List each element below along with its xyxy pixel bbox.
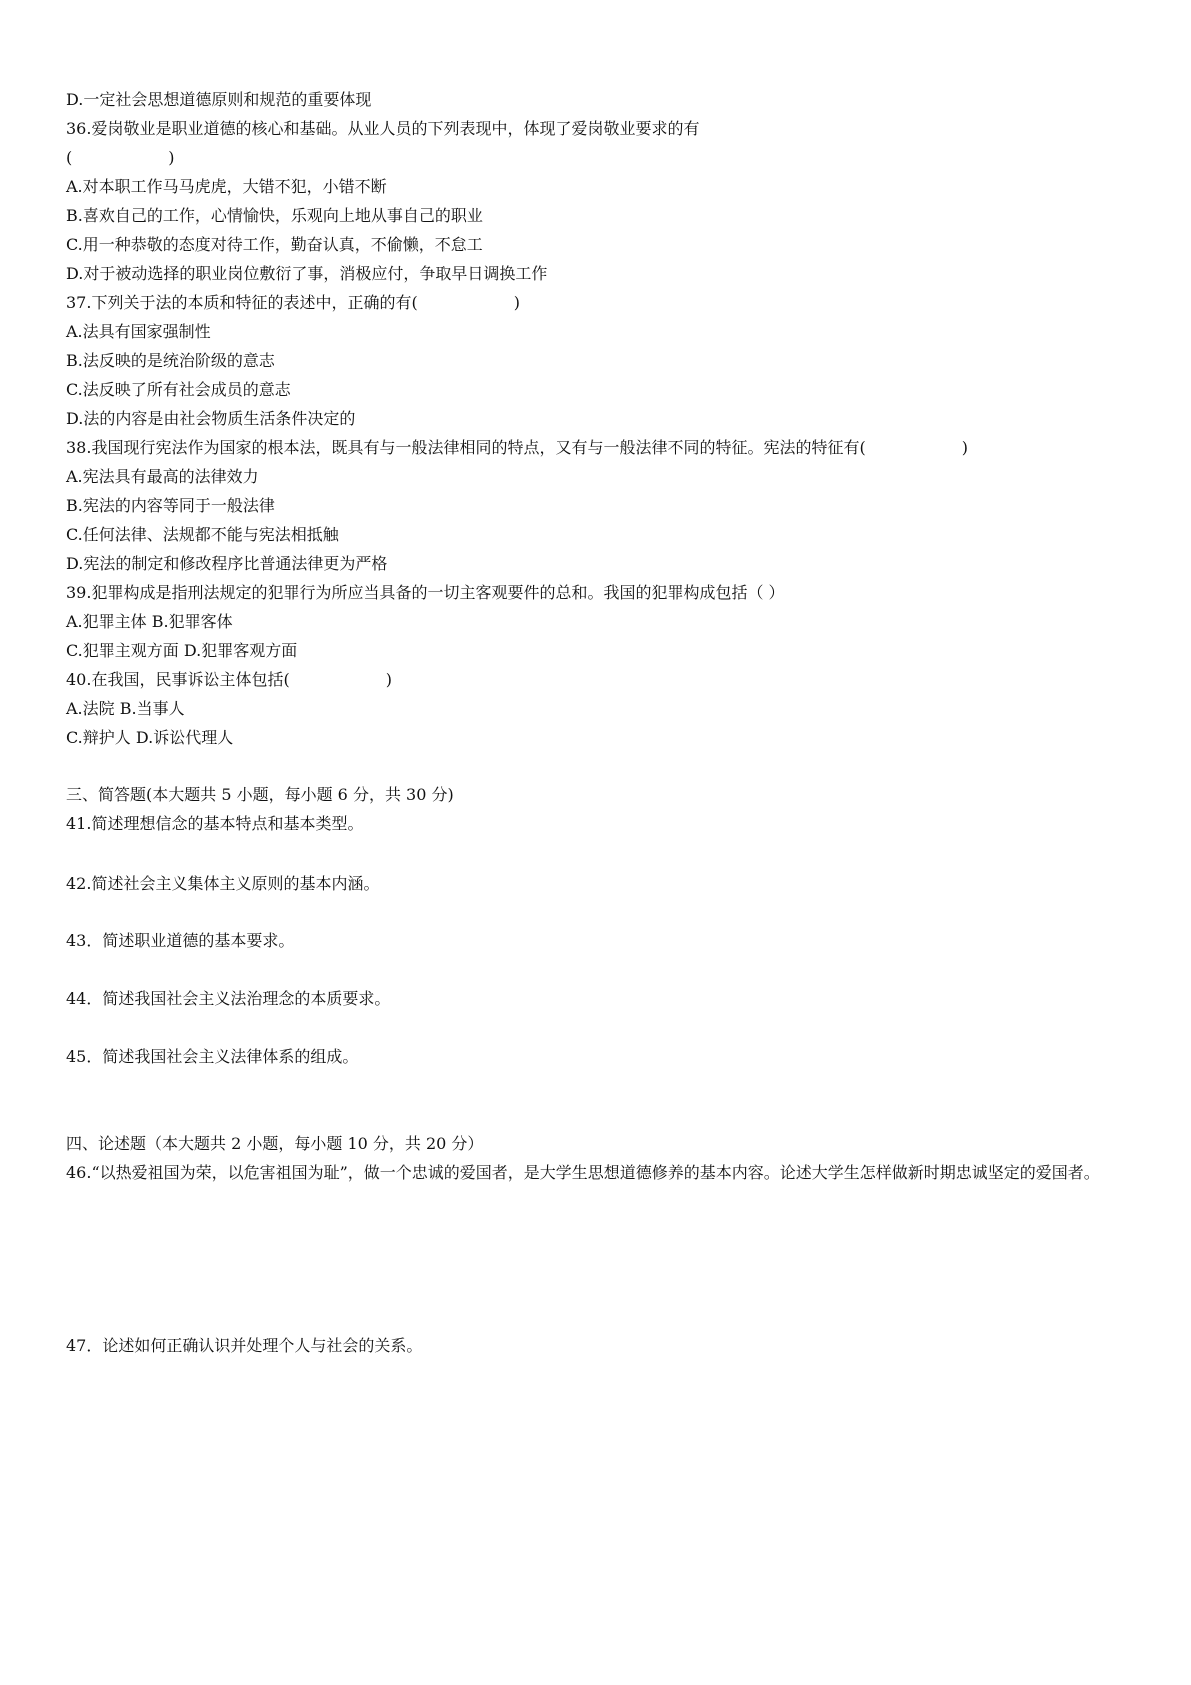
question-42: 42.简述社会主义集体主义原则的基本内涵。 [66, 874, 380, 893]
option-37-c: C.法反映了所有社会成员的意志 [66, 380, 291, 399]
question-37: 37.下列关于法的本质和特征的表述中，正确的有( ) [66, 293, 520, 312]
option-37-d: D.法的内容是由社会物质生活条件决定的 [66, 409, 356, 428]
option-39-ab: A.犯罪主体 B.犯罪客体 [66, 612, 233, 631]
question-36-blank: ( ) [66, 148, 175, 167]
option-37-b: B.法反映的是统治阶级的意志 [66, 351, 275, 370]
question-44: 44．简述我国社会主义法治理念的本质要求。 [66, 989, 391, 1008]
option-38-c: C.任何法律、法规都不能与宪法相抵触 [66, 525, 339, 544]
section-4-heading: 四、论述题（本大题共 2 小题，每小题 10 分，共 20 分） [66, 1134, 484, 1153]
question-47: 47．论述如何正确认识并处理个人与社会的关系。 [66, 1336, 423, 1355]
question-45: 45．简述我国社会主义法律体系的组成。 [66, 1047, 359, 1066]
question-46: 46.“以热爱祖国为荣，以危害祖国为耻”，做一个忠诚的爱国者，是大学生思想道德修养的基本内容。论述大学生怎样做新时期忠诚坚定的爱国者。 [66, 1163, 1100, 1182]
option-38-b: B.宪法的内容等同于一般法律 [66, 496, 275, 515]
question-38: 38.我国现行宪法作为国家的根本法，既具有与一般法律相同的特点，又有与一般法律不同的特征。宪法的特征有( ) [66, 438, 968, 457]
option-38-d: D.宪法的制定和修改程序比普通法律更为严格 [66, 554, 388, 573]
option-36-a: A.对本职工作马马虎虎，大错不犯，小错不断 [66, 177, 387, 196]
question-40: 40.在我国，民事诉讼主体包括( ) [66, 670, 392, 689]
option-39-cd: C.犯罪主观方面 D.犯罪客观方面 [66, 641, 298, 660]
option-35-d: D.一定社会思想道德原则和规范的重要体现 [66, 90, 372, 109]
option-36-d: D.对于被动选择的职业岗位敷衍了事，消极应付，争取早日调换工作 [66, 264, 548, 283]
section-3-heading: 三、简答题(本大题共 5 小题，每小题 6 分，共 30 分) [66, 785, 454, 804]
option-38-a: A.宪法具有最高的法律效力 [66, 467, 259, 486]
option-37-a: A.法具有国家强制性 [66, 322, 211, 341]
question-39: 39.犯罪构成是指刑法规定的犯罪行为所应当具备的一切主客观要件的总和。我国的犯罪构成包括（ ） [66, 583, 785, 602]
question-43: 43．简述职业道德的基本要求。 [66, 931, 295, 950]
option-36-c: C.用一种恭敬的态度对待工作，勤奋认真，不偷懒，不怠工 [66, 235, 483, 254]
option-40-ab: A.法院 B.当事人 [66, 699, 185, 718]
option-36-b: B.喜欢自己的工作，心情愉快，乐观向上地从事自己的职业 [66, 206, 483, 225]
question-41: 41.简述理想信念的基本特点和基本类型。 [66, 814, 364, 833]
option-40-cd: C.辩护人 D.诉讼代理人 [66, 728, 234, 747]
question-36: 36.爱岗敬业是职业道德的核心和基础。从业人员的下列表现中，体现了爱岗敬业要求的有 [66, 119, 700, 138]
